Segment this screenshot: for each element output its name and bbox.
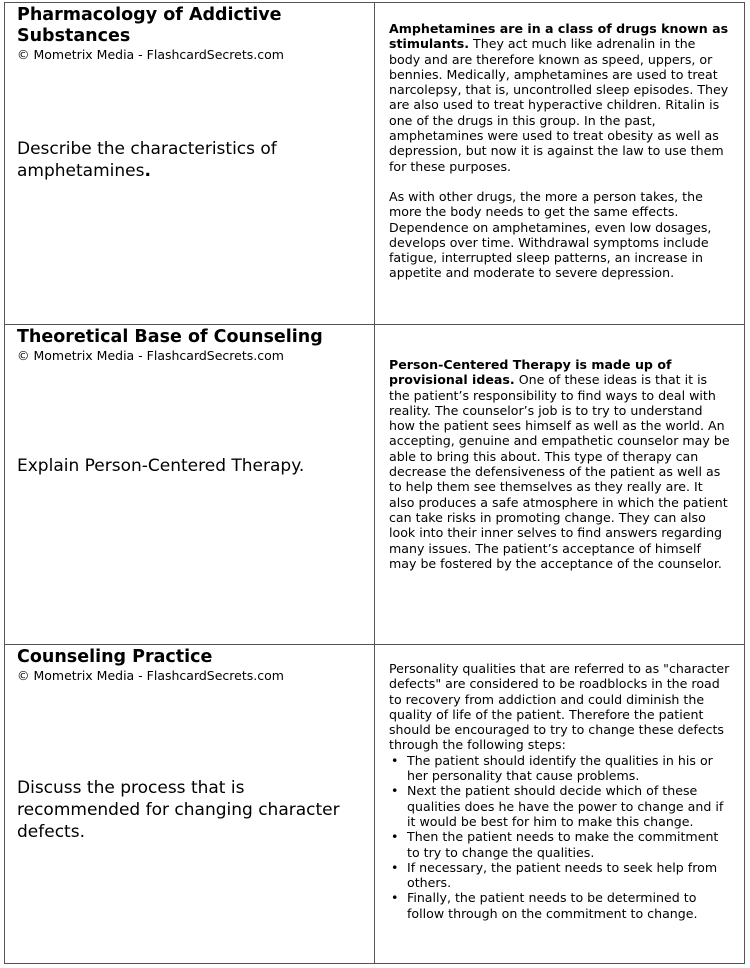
answer-paragraph: As with other drugs, the more a person takes, the more the body needs to get the same effects. Dependence on amphetamines, even low dosages, develops over time. Withdrawal symptoms include fatigue, interrupted sleep patterns, an increase in appetite and moderate to severe depression. (389, 188, 712, 281)
answer-paragraph (389, 357, 730, 571)
card-answer (389, 3, 730, 281)
list-item: • The patient should identify the qualities in his or her personality that cause problems. (407, 753, 730, 784)
answer-lead: Person-Centered Therapy is made up of provisional ideas. (389, 357, 672, 388)
list-item: • Next the patient should decide which of these qualities does he have the power to change and if it would be best for him to make this change. (407, 783, 730, 829)
card-front (5, 3, 375, 324)
question-period: . (144, 161, 151, 181)
answer-paragraph (389, 21, 730, 174)
question-text: Describe the characteristics of amphetamines (17, 139, 277, 181)
card-question (17, 138, 362, 182)
card-question: Explain Person-Centered Therapy. (17, 456, 305, 476)
card-credit: © Mometrix Media - FlashcardSecrets.com (17, 668, 284, 683)
card-subject: Counseling Practice (17, 647, 213, 667)
flashcard-row (5, 3, 744, 325)
list-item: • Finally, the patient needs to be determined to follow through on the commitment to change. (407, 890, 730, 921)
answer-intro: Personality qualities that are referred to as "character defects" are considered to be roadblocks in the road to recovery from addiction and could diminish the quality of life of the patient. Therefore the patient should be encouraged to try to change these defects through the following steps: (389, 661, 730, 753)
card-credit: © Mometrix Media - FlashcardSecrets.com (17, 47, 284, 62)
flashcard-row (5, 645, 744, 963)
flashcard-sheet (4, 2, 745, 964)
card-credit: © Mometrix Media - FlashcardSecrets.com (17, 348, 284, 363)
card-answer (389, 325, 730, 571)
list-item: • If necessary, the patient needs to seek help from others. (407, 860, 730, 891)
card-front (5, 645, 375, 963)
card-question: Discuss the process that is recommended for changing character defects. (17, 778, 340, 842)
answer-body: One of these ideas is that it is the patient’s responsibility to find ways to deal with reality. The counselor’s job is to try to understand how the patient sees himself as well as the world. An accepting, genuine and empathetic counselor may be able to bring this about. This type of therapy can decrease the defensiveness of the patient as well as to help them see themselves as they really are. It also produces a safe atmosphere in which the patient can take risks in promoting change. They can also look into their inner selves to find answers regarding many issues. The patient’s acceptance of himself may be fostered by the acceptance of the counselor. (389, 372, 730, 571)
steps-list (389, 753, 730, 921)
list-item: • Then the patient needs to make the commitment to try to change the qualities. (407, 829, 730, 860)
answer-lead: Amphetamines are in a class of drugs known as stimulants. (389, 21, 729, 52)
card-answer (389, 645, 730, 921)
card-back (375, 3, 744, 324)
card-front (5, 325, 375, 644)
answer-body: They act much like adrenalin in the body and are therefore known as speed, uppers, or bennies. Medically, amphetamines are used to treat narcolepsy, that is, uncontrolled sleep episodes. They are also used to treat hyperactive children. Ritalin is one of the drugs in this group. In the past, amphetamines were used to treat obesity as well as depression, but now it is against the law to use them for these purposes. (389, 36, 729, 174)
card-subject: Pharmacology of Addictive Substances (17, 5, 282, 46)
card-back (375, 645, 744, 963)
flashcard-row (5, 325, 744, 645)
card-back (375, 325, 744, 644)
card-subject: Theoretical Base of Counseling (17, 327, 323, 347)
